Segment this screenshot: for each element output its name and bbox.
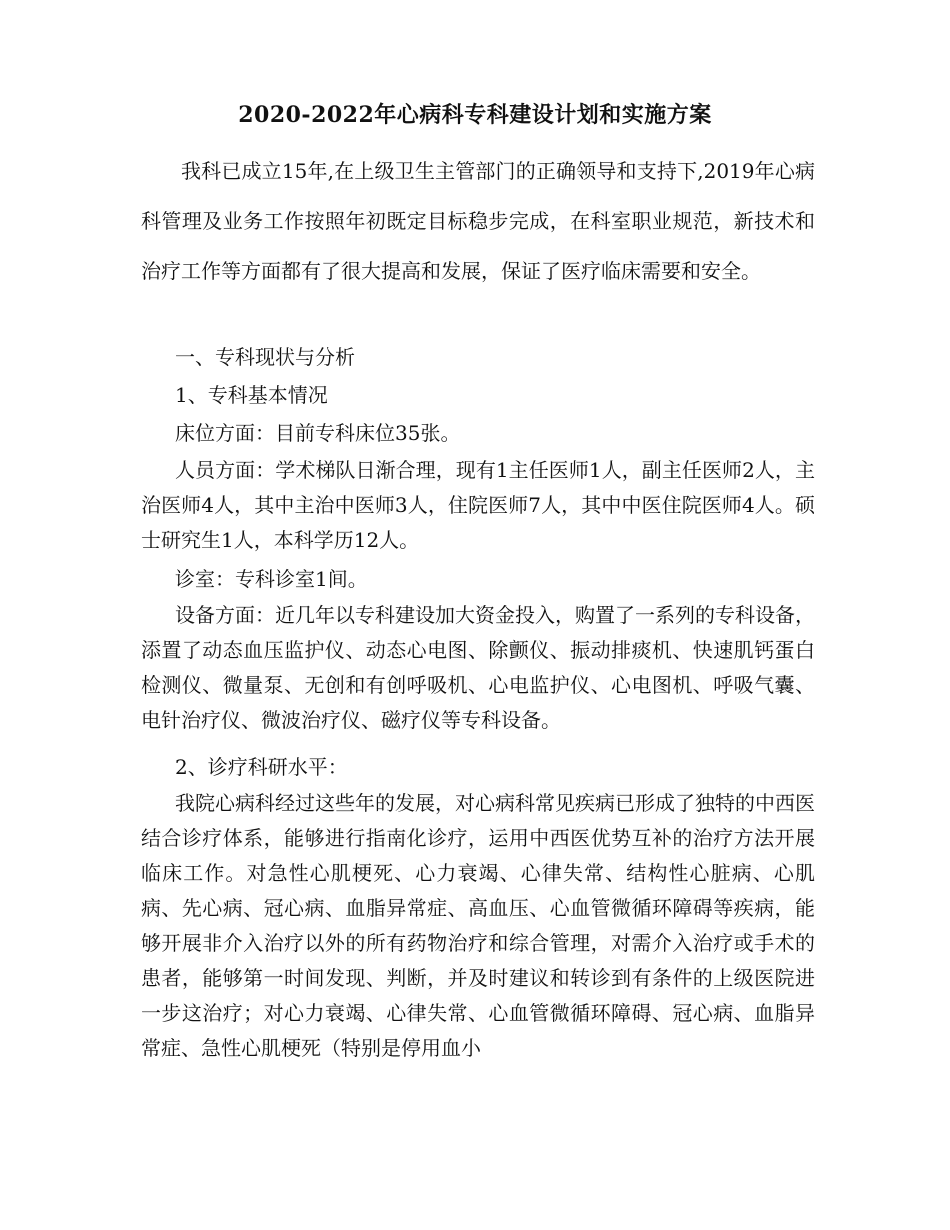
subsection-heading-research: 2、诊疗科研水平： xyxy=(175,755,348,779)
document-title: 2020-2022年心病科专科建设计划和实施方案 xyxy=(238,102,712,128)
subsection-heading-basic-info: 1、专科基本情况 xyxy=(175,383,328,407)
clinic-paragraph: 诊室：专科诊室1间。 xyxy=(175,567,368,591)
section-heading-status: 一、专科现状与分析 xyxy=(175,345,355,369)
staff-paragraph: 人员方面：学术梯队日渐合理，现有1主任医师1人，副主任医师2人，主治医师4人，其中主治中医师3人，住院医师7人，其中中医住院医师4人。硕士研究生1人，本科学历12人。 xyxy=(141,458,815,552)
beds-paragraph: 床位方面：目前专科床位35张。 xyxy=(175,421,461,445)
intro-paragraph: 我科已成立15年,在上级卫生主管部门的正确领导和支持下,2019年心病科管理及业务工作按照年初既定目标稳步完成，在科室职业规范，新技术和治疗工作等方面都有了很大提高和发展，保证了医疗临床需要和安全。 xyxy=(141,159,815,283)
equipment-paragraph: 设备方面：近几年以专科建设加大资金投入，购置了一系列的专科设备，添置了动态血压监护仪、动态心电图、除颤仪、振动排痰机、快速肌钙蛋白检测仪、微量泵、无创和有创呼吸机、心电监护仪、心电图机、呼吸气囊、电针治疗仪、微波治疗仪、磁疗仪等专科设备。 xyxy=(141,603,815,732)
diagnosis-paragraph: 我院心病科经过这些年的发展，对心病科常见疾病已形成了独特的中西医结合诊疗体系，能够进行指南化诊疗，运用中西医优势互补的治疗方法开展临床工作。对急性心肌梗死、心力衰竭、心律失常、结构性心脏病、心肌病、先心病、冠心病、血脂异常症、高血压、心血管微循环障碍等疾病，能够开展非介入治疗以外的所有药物治疗和综合管理，对需介入治疗或手术的患者，能够第一时间发现、判断，并及时建议和转诊到有条件的上级医院进一步这治疗；对心力衰竭、心律失常、心血管微循环障碍、冠心病、血脂异常症、急性心肌梗死（特别是停用血小 xyxy=(141,791,815,1060)
